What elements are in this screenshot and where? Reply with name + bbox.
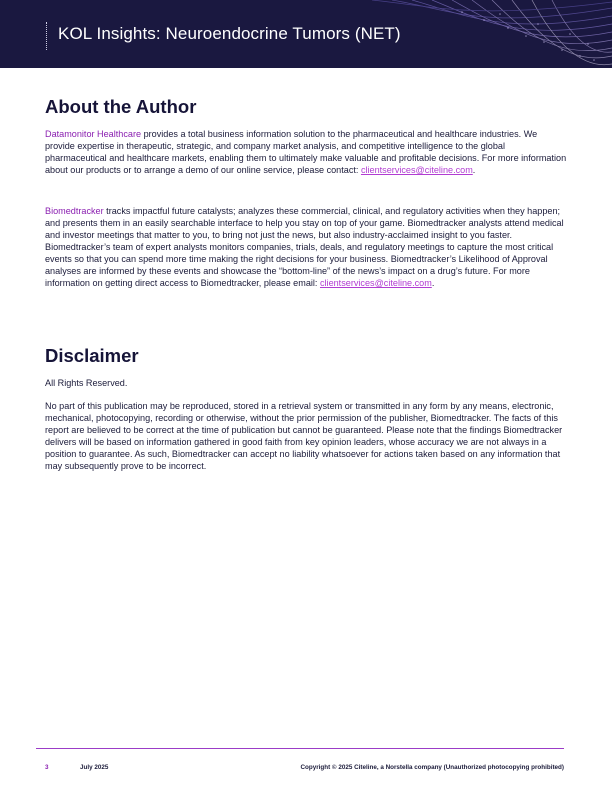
biomedtracker-description: tracks impactful future catalysts; analyzes these commercial, clinical, and regulatory activities when they happen; and presents them in an easily searchable interface to help you stay on top of your game. Biomedtracker analysts attend medical and investor meetings that matter to you, to bring not just the news, but also industry-acclaimed insight to you faster. Biomedtracker’s team of expert analysts monitors companies, trials, deals, and regulatory meetings to capture the most critical events so that you can spend more time making the right decisions for your business. Biomedtracker’s Likelihood of Approval analyses are informed by these events and showcase the “bottom-line” of the news’s impact on a drug’s future. For more information on getting direct access to Biomedtracker, please email: <box>45 206 564 288</box>
datamonitor-description: provides a total business information solution to the pharmaceutical and healthcare industries. We provide expertise in therapeutic, strategic, and company market analysis, and competitive intelligence to the global pharmaceutical and healthcare markets, enabling them to ultimately make valuable and profitable decisions. For more information about our products or to arrange a demo of our online service, please contact: <box>45 129 567 175</box>
header-divider <box>46 22 47 50</box>
about-paragraph-biomedtracker <box>45 205 568 289</box>
all-rights-reserved: All Rights Reserved. <box>45 378 128 388</box>
page-number: 3 <box>45 764 49 771</box>
footer-divider <box>36 748 564 749</box>
disclaimer-body: No part of this publication may be reproduced, stored in a retrieval system or transmitted in any form by any means, electronic, mechanical, photocopying, recording or otherwise, without the prior permission of the publisher, Biomedtracker. The facts of this report are believed to be correct at the time of publication but cannot be guaranteed. Please note that the findings Biomedtracker delivers will be based on information gathered in good faith from key opinion leaders, whose accuracy we are not always in a position to guarantee. As such, Biomedtracker can accept no liability whatsoever for actions taken based on any information that may subsequently prove to be incorrect. <box>45 401 563 471</box>
copyright-notice: Copyright © 2025 Citeline, a Norstella company (Unauthorized photocopying prohibited) <box>300 764 564 771</box>
publication-date: July 2025 <box>80 764 109 771</box>
report-header <box>0 0 612 68</box>
contact-email-link[interactable]: clientservices@citeline.com <box>360 165 473 175</box>
about-heading: About the Author <box>45 96 197 117</box>
datamonitor-healthcare-name: Datamonitor Healthcare <box>45 129 142 139</box>
about-paragraph-datamonitor <box>45 128 568 176</box>
biomedtracker-email-link[interactable]: clientservices@citeline.com <box>319 278 432 288</box>
sentence-end: . <box>431 278 435 288</box>
biomedtracker-name: Biomedtracker <box>45 206 104 216</box>
sentence-end: . <box>472 165 476 175</box>
disclaimer-heading: Disclaimer <box>45 345 139 366</box>
report-title: KOL Insights: Neuroendocrine Tumors (NET) <box>58 24 401 43</box>
